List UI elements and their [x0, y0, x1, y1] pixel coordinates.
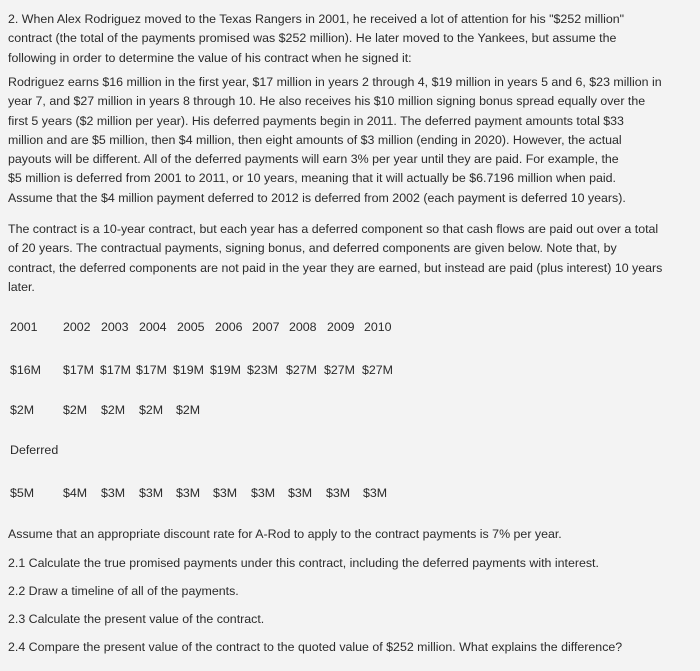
deferred-cell: $5M — [10, 486, 35, 500]
year-cell: 2007 — [252, 320, 280, 334]
deferred-cell: $3M — [363, 486, 388, 500]
discount-rate-note: Assume that an appropriate discount rate for A-Rod to apply to the contract payments is 7% per year. — [8, 527, 562, 541]
salary-cell: $27M — [324, 363, 355, 377]
question-2-2: 2.2 Draw a timeline of all of the payments. — [8, 584, 239, 598]
salary-cell: $19M — [173, 363, 204, 377]
contract-paragraph: The contract is a 10-year contract, but each year has a deferred component so that cash flows are paid out over a total of 20 years. The contractual payments, signing bonus, and deferred components are given below. Note that, by contract, the deferred components are not paid in the year they are earned, but instead are paid (plus interest) 10 years later. — [8, 222, 663, 294]
year-cell: 2003 — [101, 320, 129, 334]
deferred-cell: $3M — [288, 486, 313, 500]
year-cell: 2009 — [327, 320, 355, 334]
deferred-cell: $3M — [326, 486, 351, 500]
deferred-cell: $4M — [63, 486, 88, 500]
bonus-cell: $2M — [10, 403, 35, 417]
year-cell: 2010 — [364, 320, 392, 334]
salary-cell: $19M — [210, 363, 241, 377]
salary-cell: $17M — [136, 363, 167, 377]
deferred-label: Deferred — [10, 443, 59, 457]
year-cell: 2005 — [177, 320, 205, 334]
year-cell: 2004 — [139, 320, 167, 334]
assumptions-paragraph: Rodriguez earns $16 million in the first year, $17 million in years 2 through 4, $19 million in years 5 and 6, $23 million in year 7, and $27 million in years 8 through 10. He also receives his $10 million signing bonus spread equally over the first 5 years ($2 million per year). His deferred payments begin in 2011. The deferred payment amounts total $33 million and are $5 million, then $4 million, then eight amounts of $3 million (ending in 2020). However, the actual payouts will be different. All of the deferred payments will earn 3% per year until they are paid. For example, the $5 million is deferred from 2001 to 2011, or 10 years, meaning that it will actually be $6.7196 million when paid. Assume that the $4 million payment deferred to 2012 is deferred from 2002 (each payment is deferred 10 years). — [8, 75, 662, 205]
year-cell: 2002 — [63, 320, 91, 334]
bonus-cell: $2M — [176, 403, 201, 417]
bonus-cell: $2M — [139, 403, 164, 417]
deferred-cell: $3M — [176, 486, 201, 500]
question-2-4: 2.4 Compare the present value of the contract to the quoted value of $252 million. What explains the difference? — [8, 640, 623, 654]
intro-paragraph: 2. When Alex Rodriguez moved to the Texas Rangers in 2001, he received a lot of attention for his "$252 million" contract (the total of the payments promised was $252 million). He later moved to the Yankees, but assume the following in order to determine the value of his contract when he signed it: — [8, 12, 625, 65]
bonus-cell: $2M — [101, 403, 126, 417]
salary-cell: $17M — [100, 363, 131, 377]
year-cell: 2006 — [215, 320, 243, 334]
deferred-cell: $3M — [139, 486, 164, 500]
year-cell: 2001 — [10, 320, 38, 334]
year-cell: 2008 — [289, 320, 317, 334]
salary-cell: $17M — [63, 363, 94, 377]
salary-cell: $16M — [10, 363, 41, 377]
deferred-cell: $3M — [251, 486, 276, 500]
deferred-cell: $3M — [213, 486, 238, 500]
salary-cell: $23M — [247, 363, 278, 377]
salary-cell: $27M — [362, 363, 393, 377]
question-2-1: 2.1 Calculate the true promised payments under this contract, including the deferred payments with interest. — [8, 556, 599, 570]
deferred-cell: $3M — [101, 486, 126, 500]
question-2-3: 2.3 Calculate the present value of the contract. — [8, 612, 265, 626]
bonus-cell: $2M — [63, 403, 88, 417]
salary-cell: $27M — [286, 363, 317, 377]
